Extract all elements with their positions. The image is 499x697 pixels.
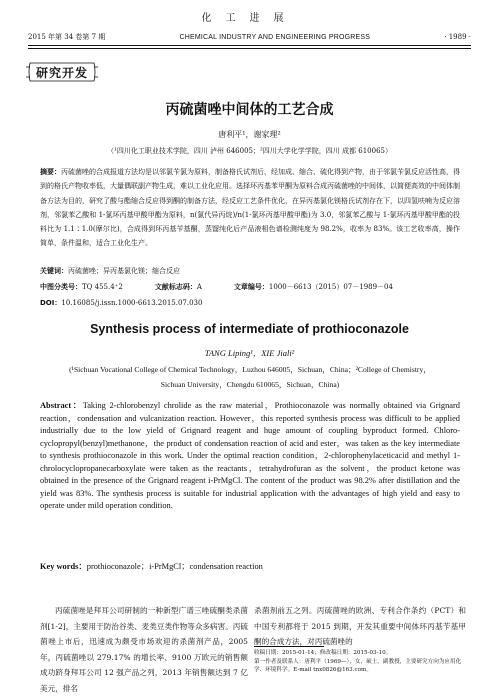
clc-item	[40, 282, 123, 292]
header-rule-thin	[28, 48, 471, 49]
keywords-cn-label: 关键词：	[40, 267, 68, 275]
abstract-en-label: Abstract：	[40, 401, 83, 410]
body-left-column: 丙硫菌唑是拜耳公司研制的一种新型广谱三唑硫酮类杀菌剂[1-2]，主要用于防治谷类、麦类豆类作物等众多病害。丙硫菌唑上市后，迅速成为颇受市场欢迎的杀菌剂产品，2005 年，丙硫菌唑以 279.17% 的增长率、9100 万欧元的销售额成功跻身拜耳公司 12 强产品之列，2013 年销售额达到 7 亿美元，排名	[40, 606, 248, 693]
keywords-en-text: prothioconazole；i-PrMgCl；condensation reaction	[86, 562, 263, 571]
article-title-en: Synthesis process of intermediate of prothioconazole	[90, 322, 409, 336]
authors-en: TANG Liping¹，XIE Jiali²	[204, 348, 295, 358]
abstract-en	[40, 400, 460, 513]
note-received: 收稿日期：2015-01-14；修改稿日期：2015-03-10。	[254, 650, 392, 656]
clc-label: 中图分类号：	[40, 283, 82, 291]
journal-name-en: CHEMICAL INDUSTRY AND ENGINEERING PROGRESS	[179, 33, 371, 41]
keywords-en-label: Key words：	[40, 562, 87, 571]
issue-info: 2015 年第 34 卷第 7 期	[28, 33, 106, 41]
keywords-cn	[40, 266, 460, 276]
abstract-cn	[40, 165, 460, 251]
header-rule	[28, 45, 471, 46]
section-tag	[26, 60, 98, 84]
doi-label: DOI：	[40, 299, 62, 307]
authors-cn: 唐利平¹，谢家理²	[218, 130, 281, 139]
classification-row	[40, 282, 460, 292]
affiliation-en: (¹Sichuan Vocational College of Chemical Technology，Luzhou 646005，Sichuan，China；²College of Chemistry，Sichuan University，Chengdu 610065，Sichuan，China)	[69, 365, 431, 389]
abstract-cn-label: 摘要：	[40, 168, 61, 176]
affiliation-cn: （¹四川化工职业技术学院，四川 泸州 646005；²四川大学化学学院，四川 成都 610065）	[107, 147, 392, 155]
keywords-en	[40, 560, 460, 572]
footnote-rule	[254, 646, 324, 647]
doccode-label: 文献标志码：	[154, 283, 197, 291]
doi-value[interactable]: 10.16085/j.issn.1000-6613.2015.07.030	[61, 299, 203, 307]
doccode-value: A	[196, 283, 202, 291]
doccode-item	[155, 282, 202, 292]
running-header	[28, 30, 471, 44]
keywords-cn-text: 丙硫菌唑；异丙基氯化镁；缩合反应	[68, 267, 180, 275]
abstract-en-text: Taking 2-chlorobenzyl chrolide as the raw material，Prothioconazole was normally obtained via Grignard reaction，condensation and vulcanization reaction. However，this reported synthesis process was difficult to be applied industrially due to the low yield of Grignard reagent and huge amount of coupling byproduct formed. Chloro-cyclopropyl(benzyl)methanone，the product of condensation reaction of acid and ester，was taken as the key intermediate to synthesis prothioconazole in this work. Under the optimal reaction condition，2-chlorophenylaceticacid and methyl 1-chrolocyclopropanecarboxylate were taken as the reactants，tetrahydrofuran as the solvent，the product ketone was obtained in the presence of the Grignard reagent i-PrMgCl. The content of the product was 98.2% after distillation and the yield was 83%. The synthesis process is suitable for industrial application with the advantages of high yield and easy to operate under mild operation condition.	[40, 401, 460, 510]
article-no-item	[234, 282, 393, 292]
body-right-column: 杀菌剂前五之列。丙硫菌唑的欧洲、专利合作条约（PCT）和中国专利都将于 2015 到期，开发其重要中间体环丙基苄基甲酮的合成方法，对丙硫菌唑的	[254, 606, 466, 647]
article-no-label: 文章编号：	[233, 283, 269, 291]
page-number: · 1989 ·	[444, 33, 471, 41]
abstract-cn-text: 丙硫菌唑的合成报道方法均是以邻氯苄氯为原料，制备格氏试剂后，经加成、缩合、硫化得到产物，由于邻氯苄氯反应活性高，得到的格氏产物收率低，大量偶联副产物生成，难以工业化应用。选择环丙基苯甲酮为原料合成丙硫菌唑的中间体，以简便高效的中间体制备方法为目的，研究了酸与酯缩合反应得到酮的制备方法，经反应工艺条件优化，在异丙基氯化镁格氏试剂存在下，以四氢呋喃为反应溶剂，邻氯苯乙酸和 1-氯环丙基甲酸甲酯为原料，n(氯代异丙烷)/n(1-氯环丙基甲酸甲酯)为 3.0，邻氯苯乙酸与 1-氯环丙基甲酸甲酯的投料比为 1.1∶1.0(摩尔比)，合成得到环丙基苄基酮，蒸馏纯化后产品液相色谱检测纯度为 98.2%，收率为 83%。该工艺收率高，操作简单，条件温和，适合工业化生产。	[40, 168, 460, 248]
doi-row	[40, 298, 460, 308]
article-title-cn: 丙硫菌唑中间体的工艺合成	[165, 102, 334, 118]
article-no-value: 1000－6613（2015）07－1989－04	[268, 283, 393, 291]
note-author: 第一作者及联系人：唐利平（1969—），女，硕士，副教授，主要研究方向为应用化学、环境科学。E-mail tnx0826@163.com。	[254, 658, 462, 674]
clc-value: TQ 455.4⁺2	[82, 283, 123, 291]
footnotes	[254, 649, 466, 675]
journal-name-cn: 化工进展	[201, 13, 298, 24]
section-tag-label: 研究开发	[35, 65, 88, 80]
